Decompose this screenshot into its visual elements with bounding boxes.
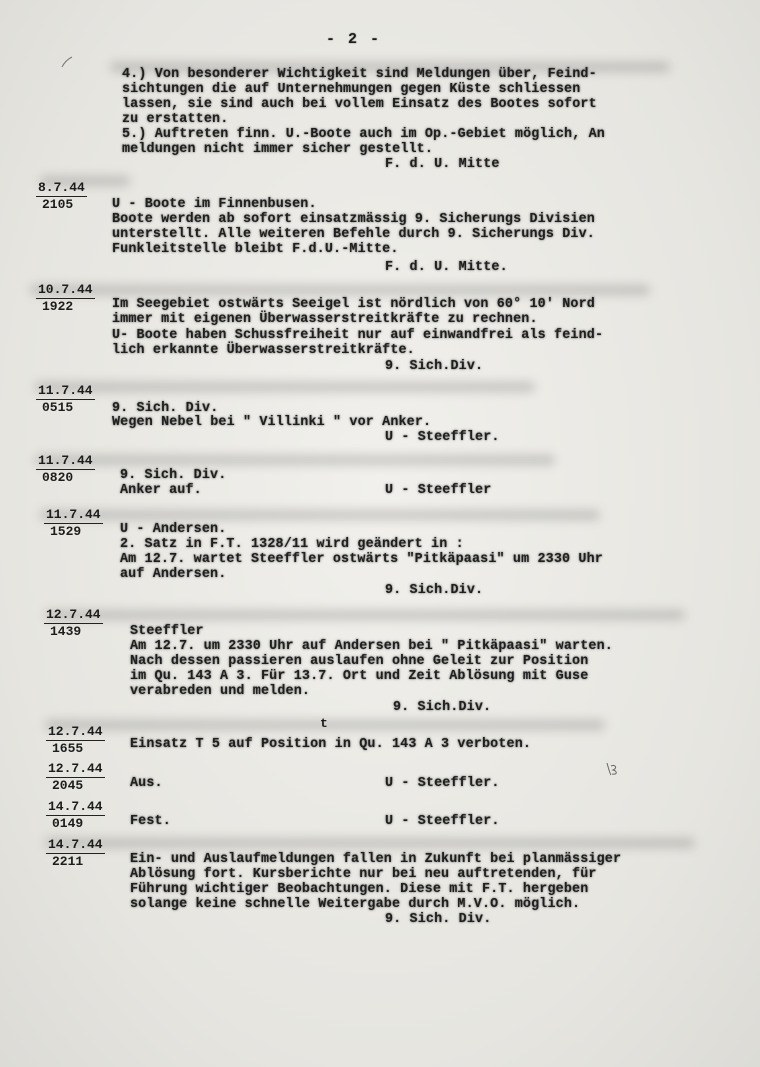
stamp-time: 2211 — [52, 854, 84, 869]
text-line: Aus. — [130, 776, 163, 791]
signature-line: U - Steeffler. — [385, 776, 500, 791]
date-time-stamp — [36, 181, 87, 212]
text-line: 4.) Von besonderer Wichtigkeit sind Meldungen über, Feind- — [122, 67, 597, 82]
stamp-time: 0515 — [42, 400, 74, 415]
text-line: Wegen Nebel bei " Villinki " vor Anker. — [112, 415, 432, 430]
date-time-stamp — [46, 800, 105, 831]
stamp-time: 2045 — [52, 778, 84, 793]
text-line: zu erstatten. — [122, 112, 229, 127]
stamp-date: 11.7.44 — [46, 507, 101, 522]
scan-smear — [40, 510, 600, 520]
signature-line: 9. Sich.Div. — [393, 700, 492, 715]
text-line: unterstellt. Alle weiteren Befehle durch 9. Sicherungs Div. — [112, 227, 595, 242]
text-line: Am 12.7. wartet Steeffler ostwärts "Pitkäpaasi" um 2330 Uhr — [120, 552, 603, 567]
stamp-date: 8.7.44 — [38, 180, 85, 195]
date-time-stamp — [46, 838, 105, 869]
text-line: auf Andersen. — [120, 567, 227, 582]
text-line: im Qu. 143 A 3. Für 13.7. Ort und Zeit Ablösung mit Guse — [130, 669, 589, 684]
pencil-tick-icon — [60, 55, 74, 69]
text-line: lich erkannte Überwasserstreitkräfte. — [112, 343, 415, 358]
text-line: lassen, sie sind auch bei vollem Einsatz des Bootes sofort — [122, 97, 597, 112]
scan-smear — [30, 285, 650, 295]
text-line: Ein- und Auslaufmeldungen fallen in Zukunft bei planmässiger — [130, 852, 622, 867]
signature-line: F. d. U. Mitte. — [385, 260, 508, 275]
stamp-date: 11.7.44 — [38, 383, 93, 398]
text-line: meldungen nicht immer sicher gestellt. — [122, 142, 434, 157]
text-line: 5.) Auftreten finn. U.-Boote auch im Op.-Gebiet möglich, An — [122, 127, 605, 142]
text-line: Funkleitstelle bleibt F.d.U.-Mitte. — [112, 242, 399, 257]
signature-line: F. d. U. Mitte — [385, 157, 500, 172]
stamp-time: 1922 — [42, 299, 74, 314]
text-line: Anker auf. — [120, 483, 202, 498]
text-line: U - Boote im Finnenbusen. — [112, 197, 317, 212]
scan-smear — [35, 382, 535, 392]
text-line: Ablösung fort. Kursberichte nur bei neu auftretenden, für — [130, 867, 597, 882]
stamp-time: 0820 — [42, 470, 74, 485]
scan-smear — [45, 838, 695, 848]
signature-line: 9. Sich.Div. — [385, 359, 484, 374]
stamp-time: 1655 — [52, 741, 84, 756]
text-line: verabreden und melden. — [130, 684, 311, 699]
text-line: Am 12.7. um 2330 Uhr auf Andersen bei " Pitkäpaasi" warten. — [130, 639, 613, 654]
text-line: Führung wichtiger Beobachtungen. Diese mit F.T. hergeben — [130, 882, 589, 897]
page-number: - 2 - — [326, 31, 382, 48]
date-time-stamp — [44, 508, 103, 539]
stamp-date: 11.7.44 — [38, 453, 93, 468]
signature-line: 9. Sich.Div. — [385, 583, 484, 598]
text-line: Steeffler — [130, 624, 204, 639]
text-line: Im Seegebiet ostwärts Seeigel ist nördlich von 60° 10' Nord — [112, 297, 595, 312]
stamp-time: 1529 — [50, 524, 82, 539]
text-line: sichtungen die auf Unternehmungen gegen Küste schliessen — [122, 82, 581, 97]
stamp-date: 14.7.44 — [48, 837, 103, 852]
date-time-stamp — [36, 454, 95, 485]
stamp-time: 1439 — [50, 624, 82, 639]
stamp-time: 2105 — [42, 197, 74, 212]
text-line: U- Boote haben Schussfreiheit nur auf einwandfrei als feind- — [112, 328, 604, 343]
signature-line: U - Steeffler. — [385, 430, 500, 445]
stamp-date: 12.7.44 — [46, 607, 101, 622]
text-line: Fest. — [130, 814, 171, 829]
text-line: 9. Sich. Div. — [112, 401, 219, 416]
date-time-stamp — [36, 384, 95, 415]
scan-smear — [35, 455, 555, 465]
text-line: Nach dessen passieren auslaufen ohne Geleit zur Position — [130, 654, 589, 669]
text-line: immer mit eigenen Überwasserstreitkräfte zu rechnen. — [112, 312, 538, 327]
stamp-date: 12.7.44 — [48, 724, 103, 739]
stamp-time: 0149 — [52, 816, 84, 831]
date-time-stamp — [46, 762, 105, 793]
text-line: solange keine schnelle Weitergabe durch M.V.O. möglich. — [130, 897, 581, 912]
date-time-stamp — [44, 608, 103, 639]
text-line: Einsatz T 5 auf Position in Qu. 143 A 3 verboten. — [130, 737, 532, 752]
scan-smear — [45, 610, 685, 620]
pencil-mark-icon — [604, 760, 622, 778]
text-line: U - Andersen. — [120, 522, 227, 537]
text-line: 9. Sich. Div. — [120, 468, 227, 483]
date-time-stamp — [46, 725, 105, 756]
signature-line: U - Steeffler — [385, 483, 492, 498]
stamp-date: 14.7.44 — [48, 799, 103, 814]
date-time-stamp — [36, 283, 95, 314]
insert-mark: t — [320, 716, 328, 731]
text-line: Boote werden ab sofort einsatzmässig 9. Sicherungs Divisien — [112, 212, 595, 227]
text-line: 2. Satz in F.T. 1328/11 wird geändert in : — [120, 537, 464, 552]
signature-line: 9. Sich. Div. — [385, 912, 492, 927]
stamp-date: 12.7.44 — [48, 761, 103, 776]
signature-line: U - Steeffler. — [385, 814, 500, 829]
stamp-date: 10.7.44 — [38, 282, 93, 297]
